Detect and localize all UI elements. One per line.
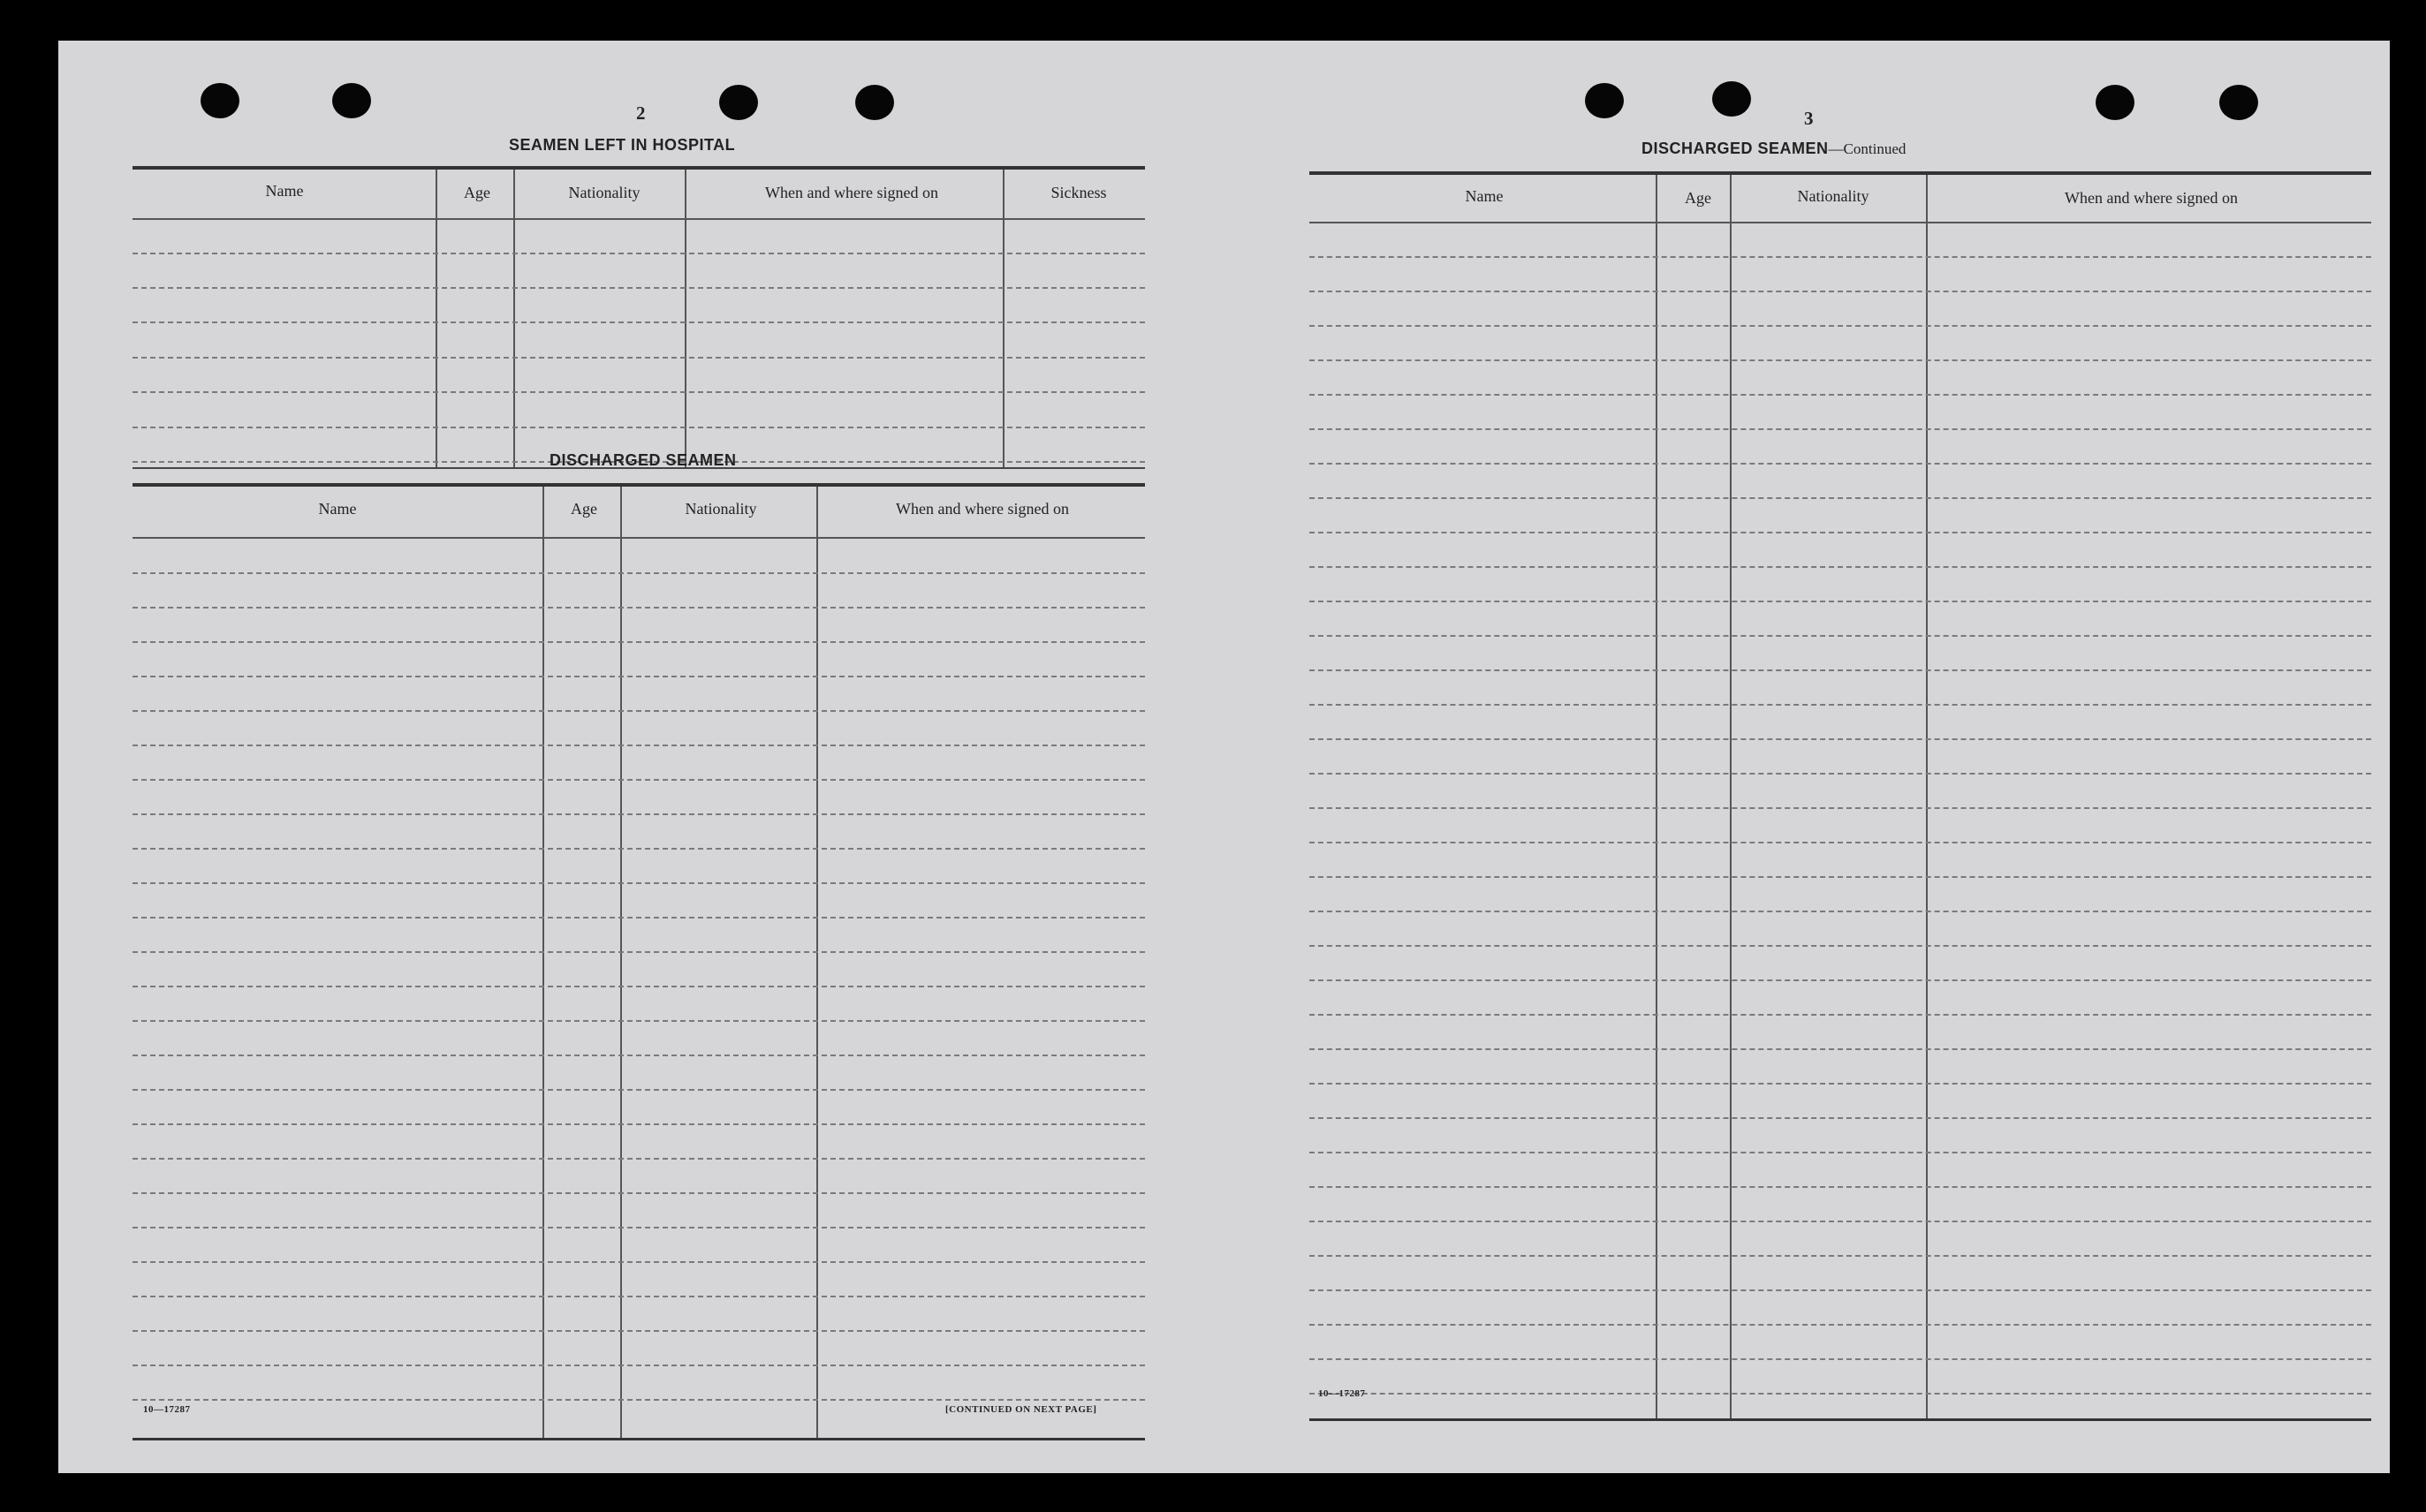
right-row-line (1309, 1014, 2371, 1016)
right-col-divider (1656, 175, 1657, 1420)
discharged-row-line (133, 607, 1145, 609)
right-row-line (1309, 807, 2371, 809)
right-row-line (1309, 359, 2371, 361)
right-row-line (1309, 738, 2371, 740)
discharged-row-line (133, 1123, 1145, 1125)
punch-hole (1712, 81, 1751, 117)
discharged-row-line (133, 1330, 1145, 1332)
continued-suffix: —Continued (1828, 140, 1907, 157)
right-bottom-rule (1309, 1418, 2371, 1421)
right-row-line (1309, 325, 2371, 327)
right-row-line (1309, 1289, 2371, 1291)
hospital-row-line (133, 321, 1145, 323)
hospital-col-divider (436, 170, 437, 468)
discharged-col-name: Name (318, 500, 357, 518)
hospital-row-line (133, 287, 1145, 289)
right-row-line (1309, 876, 2371, 878)
right-col-divider (1926, 175, 1928, 1420)
right-row-line (1309, 394, 2371, 396)
right-row-line (1309, 842, 2371, 843)
discharged-row-line (133, 848, 1145, 850)
right-row-line (1309, 497, 2371, 499)
punch-hole (201, 83, 239, 118)
discharged-col-age: Age (571, 500, 597, 518)
right-row-line (1309, 1083, 2371, 1085)
hospital-col-divider (1003, 170, 1005, 468)
right-col-signed-on: When and where signed on (2065, 189, 2238, 207)
right-row-line (1309, 291, 2371, 292)
discharged-row-line (133, 1227, 1145, 1228)
discharged-row-line (133, 951, 1145, 953)
right-row-line (1309, 1221, 2371, 1222)
right-header-rule (1309, 222, 2371, 223)
right-row-line (1309, 1324, 2371, 1326)
page-number-left: 2 (636, 102, 646, 124)
discharged-bottom-rule (133, 1438, 1145, 1440)
right-row-line (1309, 945, 2371, 947)
hospital-row-line (133, 391, 1145, 393)
right-row-line (1309, 635, 2371, 637)
form-sheet (58, 41, 2390, 1473)
punch-hole (332, 83, 371, 118)
discharged-col-divider (620, 487, 622, 1440)
form-number-right: 10—17287 (1318, 1388, 1366, 1399)
hospital-col-signed-on: When and where signed on (765, 184, 938, 201)
discharged-row-line (133, 676, 1145, 677)
right-row-line (1309, 566, 2371, 568)
discharged-col-signed-on: When and where signed on (896, 500, 1069, 518)
right-col-divider (1730, 175, 1732, 1420)
discharged-row-line (133, 1261, 1145, 1263)
right-row-line (1309, 1393, 2371, 1395)
hospital-col-sickness: Sickness (1050, 184, 1107, 201)
hospital-row-line (133, 427, 1145, 428)
discharged-row-line (133, 1089, 1145, 1091)
right-row-line (1309, 532, 2371, 533)
discharged-row-line (133, 745, 1145, 746)
right-col-name: Name (1465, 187, 1504, 205)
punch-hole (719, 85, 758, 120)
discharged-row-line (133, 1158, 1145, 1160)
discharged-row-line (133, 779, 1145, 781)
right-col-nationality: Nationality (1797, 187, 1869, 205)
discharged-row-line (133, 1296, 1145, 1297)
discharged-top-rule (133, 483, 1145, 487)
hospital-row-line (133, 253, 1145, 254)
right-row-line (1309, 669, 2371, 671)
punch-hole (1585, 83, 1624, 118)
right-row-line (1309, 773, 2371, 775)
hospital-col-divider (685, 170, 686, 468)
right-row-line (1309, 1358, 2371, 1360)
punch-hole (855, 85, 894, 120)
right-row-line (1309, 1186, 2371, 1188)
discharged-col-divider (542, 487, 544, 1440)
right-row-line (1309, 1117, 2371, 1119)
right-row-line (1309, 979, 2371, 981)
punch-hole (2219, 85, 2258, 120)
hospital-top-rule (133, 166, 1145, 170)
hospital-col-age: Age (464, 184, 490, 201)
hospital-header-rule (133, 218, 1145, 220)
right-row-line (1309, 1048, 2371, 1050)
form-number-left: 10—17287 (143, 1404, 191, 1415)
discharged-row-line (133, 882, 1145, 884)
discharged-continued-title-text: DISCHARGED SEAMEN (1641, 140, 1829, 157)
punch-hole (2096, 85, 2134, 120)
discharged-section-title: DISCHARGED SEAMEN (550, 451, 737, 469)
page-number-right: 3 (1804, 108, 1814, 129)
discharged-row-line (133, 1399, 1145, 1401)
discharged-row-line (133, 1020, 1145, 1022)
hospital-col-nationality: Nationality (568, 184, 641, 201)
right-row-line (1309, 1255, 2371, 1257)
right-row-line (1309, 256, 2371, 258)
discharged-col-nationality: Nationality (685, 500, 757, 518)
discharged-row-line (133, 1365, 1145, 1366)
discharged-header-rule (133, 537, 1145, 539)
right-row-line (1309, 1152, 2371, 1153)
discharged-row-line (133, 572, 1145, 574)
right-row-line (1309, 428, 2371, 430)
discharged-row-line (133, 1055, 1145, 1056)
discharged-row-line (133, 710, 1145, 712)
hospital-section-title: SEAMEN LEFT IN HOSPITAL (509, 136, 736, 154)
discharged-row-line (133, 986, 1145, 987)
right-top-rule (1309, 171, 2371, 175)
right-row-line (1309, 601, 2371, 602)
discharged-row-line (133, 813, 1145, 815)
discharged-row-line (133, 1192, 1145, 1194)
right-row-line (1309, 463, 2371, 465)
right-col-age: Age (1685, 189, 1711, 207)
hospital-row-line (133, 357, 1145, 359)
discharged-col-divider (816, 487, 818, 1440)
discharged-row-line (133, 641, 1145, 643)
right-row-line (1309, 911, 2371, 912)
hospital-col-divider (513, 170, 515, 468)
continued-note: [CONTINUED ON NEXT PAGE] (945, 1404, 1097, 1415)
discharged-continued-title (1641, 140, 1906, 158)
discharged-row-line (133, 917, 1145, 919)
hospital-col-name: Name (265, 182, 304, 200)
right-row-line (1309, 704, 2371, 706)
